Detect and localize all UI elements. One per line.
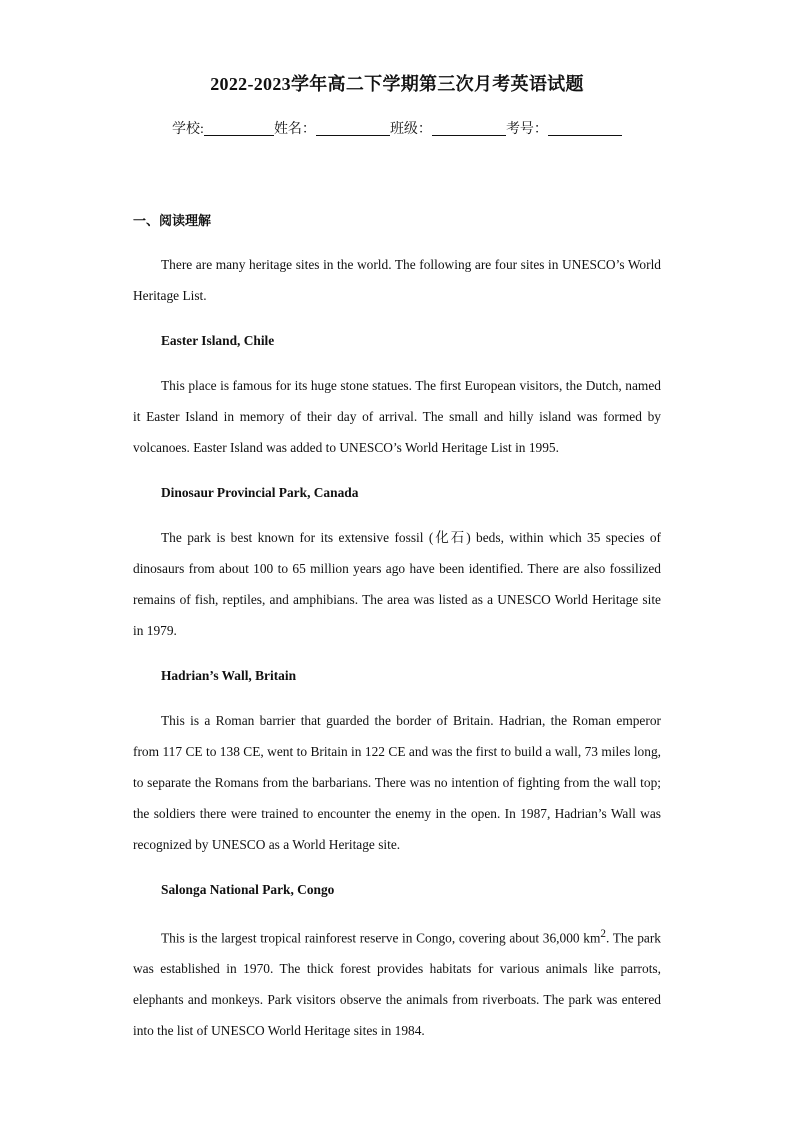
site-heading-hadrians-wall: Hadrian’s Wall, Britain: [161, 668, 297, 683]
exam-title: 2022-2023学年高二下学期第三次月考英语试题: [210, 74, 584, 94]
salonga-text-part-1: This is the largest tropical rainforest reserve in Congo, covering about 36,000 km: [161, 930, 601, 946]
site-paragraph-easter-island: This place is famous for its huge stone statues. The first European visitors, the Dutch, named it Easter Island in memory of their day of arrival. The small and hilly island was formed by volcanoes. Easter Island was added to UNESCO’s World Heritage List in 1995.: [133, 378, 661, 455]
site-heading-easter-island: Easter Island, Chile: [161, 333, 275, 348]
section-heading: 一、阅读理解: [133, 213, 212, 228]
exam-number-blank: [548, 121, 622, 136]
intro-paragraph: There are many heritage sites in the world. The following are four sites in UNESCO’s World Heritage List.: [133, 257, 661, 303]
class-label: 班级：: [389, 122, 432, 137]
school-label: 学校:: [172, 122, 204, 137]
site-paragraph-salonga-park: [133, 919, 661, 1046]
school-blank: [204, 121, 274, 136]
student-info-line: [0, 118, 794, 138]
site-heading-salonga-park: Salonga National Park, Congo: [161, 882, 335, 897]
name-blank: [316, 121, 390, 136]
site-heading-dinosaur-park: Dinosaur Provincial Park, Canada: [161, 485, 359, 500]
name-label: 姓名：: [273, 122, 316, 137]
class-blank: [432, 121, 506, 136]
superscript-two: 2: [600, 928, 606, 940]
salonga-text-part-2: . The park was established in 1970. The thick forest provides habitats for various animals like parrots, elephants and monkeys. Park visitors observe the animals from riverboats. The park was entered into the list of UNESCO World Heritage sites in 1984.: [133, 930, 661, 1039]
exam-number-label: 考号：: [505, 122, 548, 137]
reading-passage: [133, 249, 661, 1060]
site-paragraph-hadrians-wall: This is a Roman barrier that guarded the border of Britain. Hadrian, the Roman emperor from 117 CE to 138 CE, went to Britain in 122 CE and was the first to build a wall, 73 miles long, to separate the Romans from the barbarians. There was no intention of fighting from the wall top; the soldiers there were trained to encounter the enemy in the open. In 1987, Hadrian’s Wall was recognized by UNESCO as a World Heritage site.: [133, 713, 661, 852]
site-paragraph-dinosaur-park: The park is best known for its extensive fossil (化石) beds, within which 35 species of dinosaurs from about 100 to 65 million years ago have been identified. There are also fossilized remains of fish, reptiles, and amphibians. The area was listed as a UNESCO World Heritage site in 1979.: [133, 530, 661, 638]
